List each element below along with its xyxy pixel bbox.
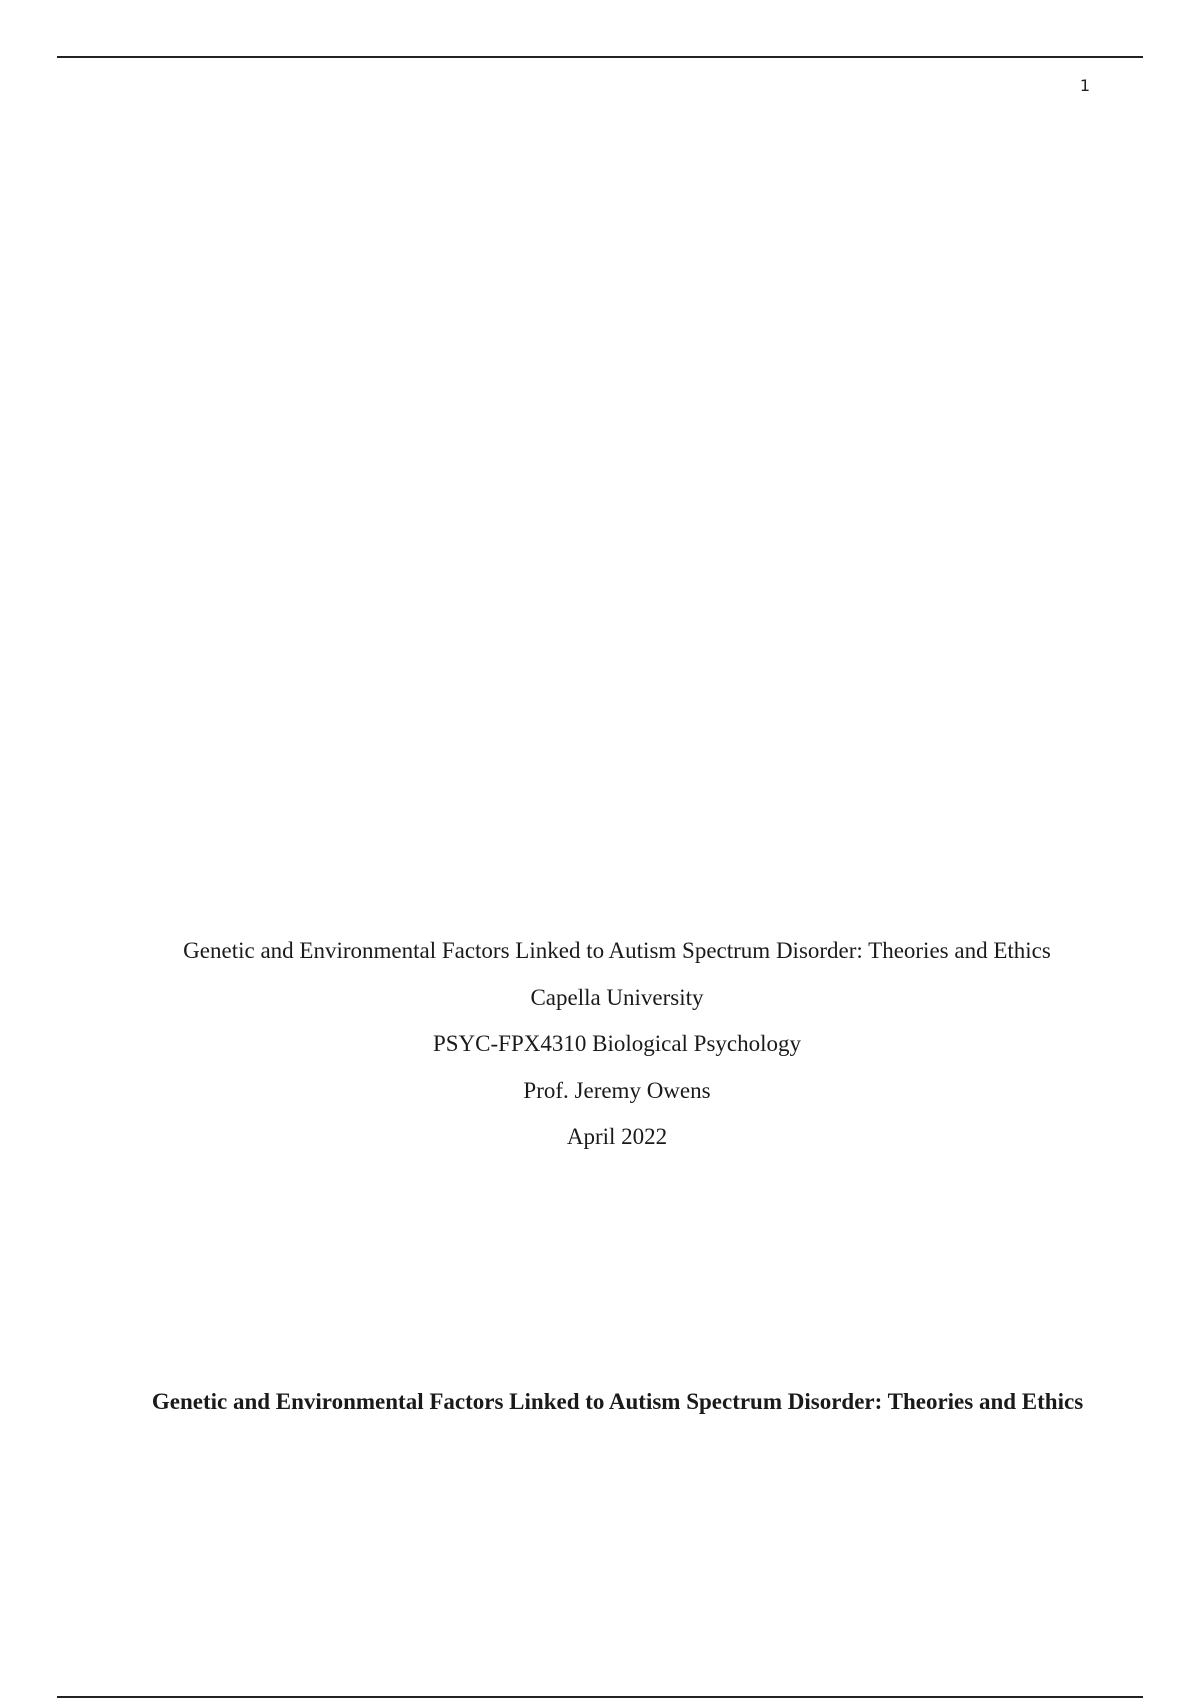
page-number: 1 (1079, 76, 1091, 95)
section-heading: Genetic and Environmental Factors Linked to Autism Spectrum Disorder: Theories and Ethics (151, 1389, 1084, 1414)
course: PSYC-FPX4310 Biological Psychology (432, 1031, 802, 1056)
footer-rule (57, 1696, 1143, 1698)
header-rule (57, 56, 1143, 58)
instructor: Prof. Jeremy Owens (523, 1077, 711, 1103)
title-block (0, 928, 1200, 1161)
date: April 2022 (566, 1124, 668, 1149)
paper-title: Genetic and Environmental Factors Linked to Autism Spectrum Disorder: Theories and Ethics (183, 938, 1051, 963)
institution: Capella University (530, 984, 704, 1010)
